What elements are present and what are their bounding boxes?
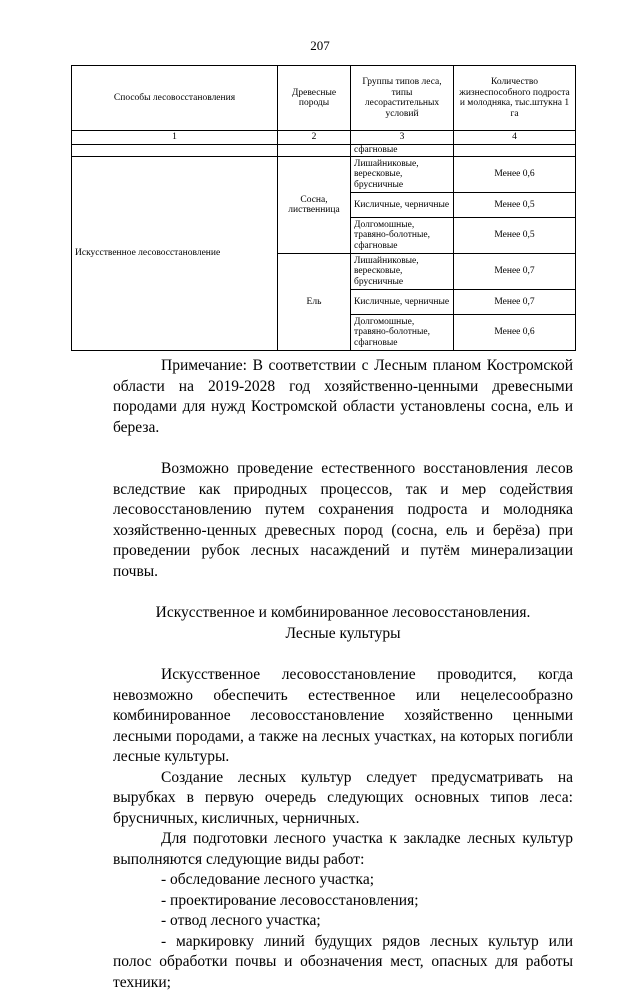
- artificial-reforestation-paragraph: Искусственное лесовосстановление проводится, когда невозможно обеспечить естественное или нецелесообразно комбинированное лесовосстановление хозяйственно ценными лесными породами, а также на лесных участках, на которых погибли лесные культуры.: [113, 665, 573, 768]
- count-cell: Менее 0,7: [454, 254, 576, 290]
- species-cell: Сосна, лиственница: [278, 157, 351, 254]
- work-item: - обследование лесного участка;: [113, 870, 573, 891]
- forest-type-cell: сфагновые: [351, 145, 454, 157]
- work-item: - маркировку линий будущих рядов лесных культур или полос обработки почвы и обозначения мест, опасных для работы техники;: [113, 932, 573, 993]
- work-item: - отвод лесного участка;: [113, 911, 573, 932]
- count-cell: Менее 0,6: [454, 315, 576, 351]
- note-paragraph: Примечание: В соответствии с Лесным планом Костромской области на 2019-2028 год хозяйственно-ценными древесными породами для нужд Костромской области установлены сосна, ель и береза.: [113, 356, 573, 438]
- table-header-row: [72, 66, 576, 131]
- species-cell: Ель: [278, 254, 351, 351]
- table-cell: [72, 145, 278, 157]
- table-cell: [454, 145, 576, 157]
- section-heading-line1: Искусственное и комбинированное лесовосстановления.: [113, 603, 573, 624]
- table-row: [72, 157, 576, 193]
- forest-type-cell: Лишайниковые, вересковые, брусничные: [351, 157, 454, 193]
- table-row: [72, 145, 576, 157]
- table-cell: [278, 145, 351, 157]
- forest-type-cell: Кисличные, черничные: [351, 193, 454, 218]
- column-number: 4: [454, 131, 576, 145]
- column-number: 1: [72, 131, 278, 145]
- count-cell: Менее 0,5: [454, 193, 576, 218]
- column-number: 3: [351, 131, 454, 145]
- header-cell: Древесные породы: [278, 66, 351, 131]
- header-cell: Количество жизнеспособного подроста и молодняка, тыс.штукна 1 га: [454, 66, 576, 131]
- header-cell: Группы типов леса, типы лесорастительных условий: [351, 66, 454, 131]
- header-cell: Способы лесовосстановления: [72, 66, 278, 131]
- column-number: 2: [278, 131, 351, 145]
- forest-type-cell: Долгомошные, травяно-болотные, сфагновые: [351, 315, 454, 351]
- count-cell: Менее 0,7: [454, 290, 576, 315]
- work-item: - проектирование лесовосстановления;: [113, 891, 573, 912]
- page-number: 207: [0, 38, 640, 54]
- forest-type-cell: Кисличные, черничные: [351, 290, 454, 315]
- forest-type-cell: Долгомошные, травяно-болотные, сфагновые: [351, 218, 454, 254]
- site-preparation-paragraph: Для подготовки лесного участка к закладке лесных культур выполняются следующие виды работ:: [113, 829, 573, 870]
- method-cell: Искусственное лесовосстановление: [72, 157, 278, 351]
- forest-type-cell: Лишайниковые, вересковые, брусничные: [351, 254, 454, 290]
- body-text: [113, 356, 573, 993]
- reforestation-table: [71, 65, 576, 351]
- count-cell: Менее 0,6: [454, 157, 576, 193]
- section-heading-line2: Лесные культуры: [113, 624, 573, 645]
- forest-culture-creation-paragraph: Создание лесных культур следует предусматривать на вырубках в первую очередь следующих основных типов леса: брусничных, кисличных, черничных.: [113, 768, 573, 830]
- count-cell: Менее 0,5: [454, 218, 576, 254]
- column-number-row: [72, 131, 576, 145]
- natural-reforestation-paragraph: Возможно проведение естественного восстановления лесов вследствие как природных процессов, так и мер содействия лесовосстановлению путем сохранения подроста и молодняка хозяйственно-ценных древесных пород (сосна, ель и берёза) при проведении рубок лесных насаждений и путём минерализации почвы.: [113, 459, 573, 582]
